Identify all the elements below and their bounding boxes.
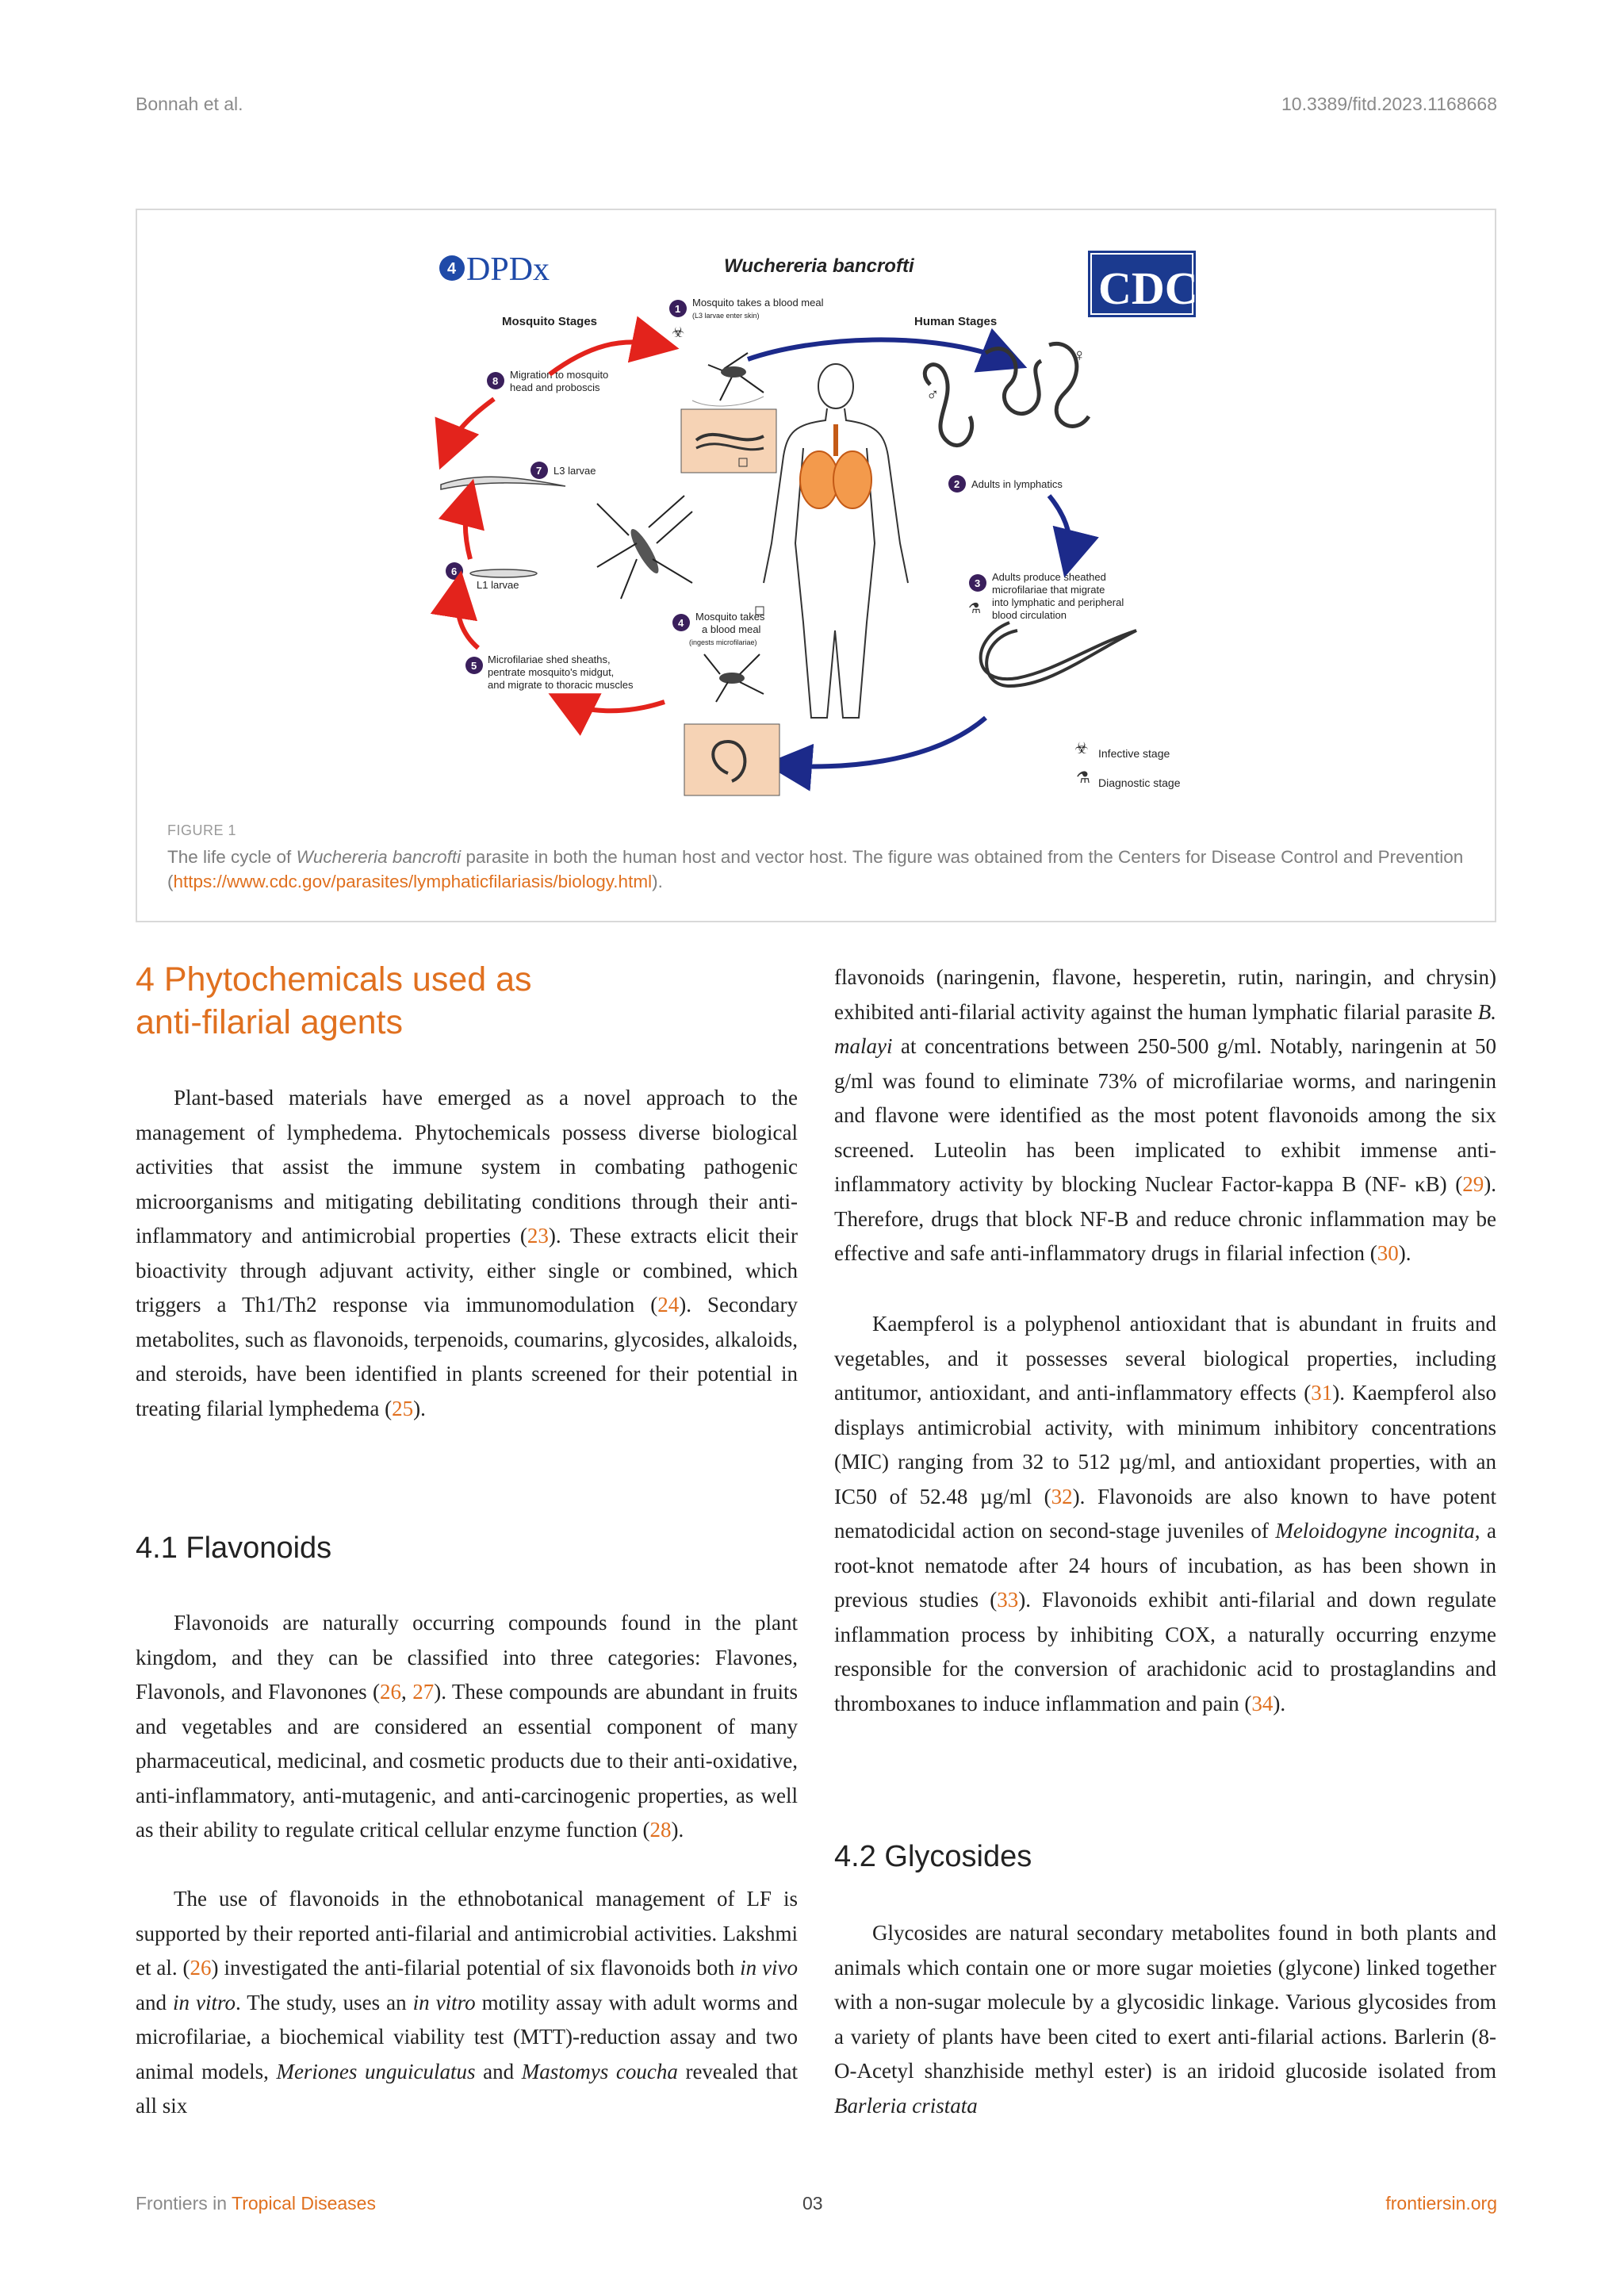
svg-text:into lymphatic and peripheral: into lymphatic and peripheral: [992, 596, 1124, 608]
svg-text:pentrate mosquito's midgut,: pentrate mosquito's midgut,: [488, 666, 615, 678]
svg-text:1: 1: [675, 303, 681, 315]
running-header-authors: Bonnah et al.: [136, 94, 243, 114]
step-8: [487, 369, 608, 393]
step-1: [669, 297, 824, 340]
footer-site-link[interactable]: frontiersin.org: [1385, 2193, 1497, 2214]
biohazard-icon: ☣: [672, 324, 685, 340]
microfilaria-illustration: [981, 623, 1136, 686]
step-3: [968, 571, 1124, 621]
svg-text:Migration to mosquito: Migration to mosquito: [510, 369, 609, 381]
paragraph: Plant-based materials have emerged as a novel approach to the management of lymphedema. Phytochemicals possess diverse biological activities that assist the immune system in combating pathogenic microorganisms and mitigating debilitating conditions through their anti-inflammatory and antimicrobial properties (23). These extracts elicit their bioactivity through adjuvant activity, either single or combined, which triggers a Th1/Th2 response via immunomodulation (24). Secondary metabolites, such as flavonoids, terpenoids, coumarins, glycosides, alkaloids, and steroids, have been identified in plants screened for their potential in treating filarial lymphedema (25).: [136, 1086, 799, 1420]
footer-page-number: 03: [802, 2193, 823, 2214]
arrow-3-to-4: [783, 718, 986, 766]
svg-text:4: 4: [678, 617, 684, 629]
paragraph: flavonoids (naringenin, flavone, hesperetin, rutin, naringin, and chrysin) exhibited anti-filarial activity against the human lymphatic filarial parasite B. malayi at concentrations between 250-500 g/ml. Notably, naringenin at 50 g/ml was found to eliminate 73% of microfilariae worms, and naringenin and flavone were identified as the most potent flavonoids among the six screened. Luteolin has been implicated to exhibit immense anti-inflammatory activity by blocking Nuclear Factor-kappa B (NF- κB) (29). Therefore, drugs that block NF-B and reduce chronic inflammation may be effective and safe anti-inflammatory drugs in filarial infection (30).: [834, 965, 1496, 1265]
biohazard-icon: ☣: [1074, 740, 1089, 757]
svg-text:(L3 larvae enter skin): (L3 larvae enter skin): [692, 312, 760, 320]
svg-text:2: 2: [954, 478, 960, 490]
paragraph: Glycosides are natural secondary metabolites found in both plants and animals which contain one or more sugar moieties (glycone) linked together with a non-sugar molecule by a glycosidic linkage. Various glycosides from a variety of plants have been cited to exert anti-filarial actions. Barlerin (8-O-Acetyl shanzhiside methyl ester) is an iridoid glucoside isolated from Barleria cristata: [834, 1921, 1496, 2118]
human-stages-label: Human Stages: [914, 315, 998, 328]
figure-1: [136, 209, 1496, 922]
arrow-5-to-6: [458, 589, 478, 648]
svg-text:Microfilariae shed sheaths,: Microfilariae shed sheaths,: [488, 654, 611, 665]
svg-text:Adults produce sheathed: Adults produce sheathed: [992, 571, 1106, 583]
svg-text:a blood meal: a blood meal: [702, 623, 761, 635]
svg-text:L3 larvae: L3 larvae: [553, 465, 596, 477]
dpdx-logo: [439, 251, 550, 288]
svg-text:blood circulation: blood circulation: [992, 609, 1067, 621]
mosquito-bite-illustration: [681, 353, 776, 473]
svg-text:CDC: CDC: [1098, 263, 1198, 314]
arrow-2-to-3: [1049, 496, 1071, 559]
svg-text:4: 4: [447, 260, 457, 278]
svg-text:and migrate to thoracic muscle: and migrate to thoracic muscles: [488, 679, 634, 691]
svg-text:Mosquito takes a blood meal: Mosquito takes a blood meal: [692, 297, 824, 309]
paragraph: The use of flavonoids in the ethnobotanical management of LF is supported by their reported anti-filarial and antimicrobial activities. Lakshmi et al. (26) investigated the anti-filarial potential of six flavonoids both in vivo and in vitro. The study, uses an in vitro motility assay with adult worms and microfilariae, a biochemical viability test (MTT)-reduction assay and two animal models, Meriones unguiculatus and Mastomys coucha revealed that all six: [136, 1887, 799, 2118]
arrow-7-to-8: [446, 399, 494, 452]
svg-text:6: 6: [451, 565, 458, 577]
microscope-icon: ⚗: [1076, 769, 1090, 787]
step-4: [672, 611, 765, 646]
svg-text:(ingests microfilariae): (ingests microfilariae): [689, 638, 757, 646]
caption-link[interactable]: https://www.cdc.gov/parasites/lymphaticfilariasis/biology.html: [173, 872, 653, 891]
step-5: [465, 654, 634, 691]
paragraph: Flavonoids are naturally occurring compounds found in the plant kingdom, and they can be classified into three categories: Flavones, Flavonols, and Flavonones (26, 27). These compounds are abundant in fruits and vegetables and are considered an essential component of many pharmaceutical, medicinal, and cosmetic products due to their anti-oxidative, anti-inflammatory, anti-mutagenic, and anti-carcinogenic properties, as well as their ability to regulate critical cellular enzyme function (28).: [136, 1611, 798, 1842]
cdc-logo: [1088, 251, 1198, 317]
arrow-6-to-7: [465, 497, 470, 559]
section-4-2-heading: 4.2 Glycosides: [834, 1840, 1032, 1873]
legend-infective: Infective stage: [1098, 747, 1170, 760]
figure-label: FIGURE 1: [167, 822, 237, 838]
svg-text:DPDx: DPDx: [466, 251, 550, 288]
figure-legend: [1074, 740, 1181, 789]
section-4-1-heading: 4.1 Flavonoids: [136, 1531, 332, 1565]
mosquito-stages-label: Mosquito Stages: [502, 315, 598, 328]
svg-text:head and proboscis: head and proboscis: [510, 381, 600, 393]
section-4-heading: 4 Phytochemicals used as anti-filarial agents: [136, 960, 532, 1041]
svg-text:L1 larvae: L1 larvae: [477, 579, 519, 591]
svg-text:5: 5: [471, 660, 477, 672]
arrow-1-to-2: [748, 339, 1009, 361]
mosquito-feeding-illustration: [684, 654, 779, 795]
step-7: [441, 462, 596, 489]
svg-text:microfilariae that migrate: microfilariae that migrate: [992, 584, 1105, 596]
footer-journal: Frontiers in Tropical Diseases: [136, 2193, 376, 2214]
mosquito-illustration: [597, 496, 692, 599]
arrow-4-to-5: [565, 702, 665, 711]
svg-text:Mosquito takes: Mosquito takes: [695, 611, 765, 623]
svg-text:8: 8: [492, 375, 499, 387]
figure-caption: The life cycle of Wuchereria bancrofti parasite in both the human host and vector host. The figure was obtained from the Centers for Disease Control and Prevention (https://www.cdc.gov/parasites/lymphaticfilariasis/biology.html).: [167, 847, 1464, 891]
svg-text:3: 3: [975, 577, 981, 589]
female-icon: ♀: [1073, 345, 1086, 365]
step-2: [948, 475, 1063, 493]
svg-text:7: 7: [536, 465, 542, 477]
male-icon: ♂: [926, 385, 940, 404]
legend-diagnostic: Diagnostic stage: [1098, 776, 1181, 789]
life-cycle-diagram: [137, 210, 1495, 821]
svg-text:Adults in lymphatics: Adults in lymphatics: [971, 478, 1063, 490]
step-6: [446, 562, 537, 591]
figure-title: Wuchereria bancrofti: [724, 255, 914, 277]
paragraph: Kaempferol is a polyphenol antioxidant that is abundant in fruits and vegetables, and it possesses several biological properties, including antitumor, antioxidant, and anti-inflammatory effects (31). Kaempferol also displays antimicrobial activity, with minimum inhibitory concentrations (MIC) ranging from 32 to 512 µg/ml, and antioxidant properties, with an IC50 of 52.48 µg/ml (32). Flavonoids are also known to have potent nematodicidal action on second-stage juveniles of Meloidogyne incognita, a root-knot nematode after 24 hours of incubation, as has been shown in previous studies (33). Flavonoids exhibit anti-filarial and down regulate inflammation process by inhibiting COX, a naturally occurring enzyme responsible for the conversion of arachidonic acid to prostaglandins and thromboxanes to induce inflammation and pain (34).: [834, 1312, 1496, 1715]
running-header-doi: 10.3389/fitd.2023.1168668: [1281, 94, 1497, 114]
microscope-icon: ⚗: [968, 600, 982, 616]
